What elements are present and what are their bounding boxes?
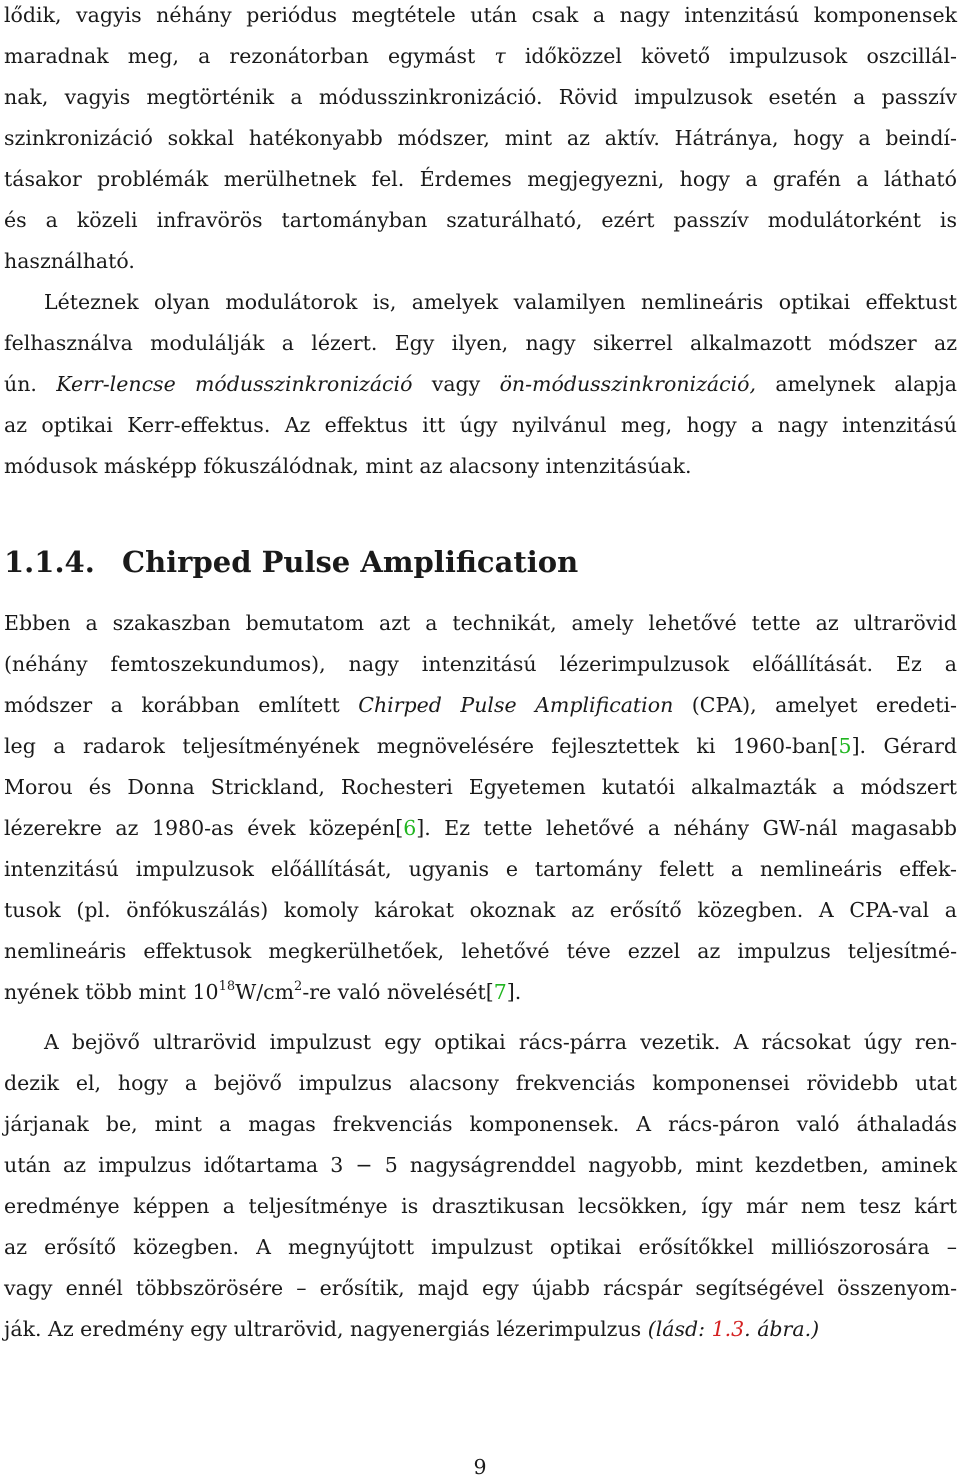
paragraph-1-line-4: szinkronizáció sokkal hatékonyabb módszer, mint az aktív. Hátránya, hogy a beindí- [4,126,957,150]
citation-link-7[interactable]: 7 [493,980,507,1004]
paragraph-1-line-7: használható. [4,249,135,273]
citation-link-6[interactable]: 6 [403,816,417,840]
section-number: 1.1.4. [4,545,95,579]
page-number: 9 [473,1455,487,1479]
p3-l6-a: lézerekre az 1980-as évek közepén[ [4,816,404,840]
p2-l3-b: vagy [431,372,481,396]
figure-ref-number: 1.3 [711,1317,745,1341]
p4-l8-a: ják. Az eredmény egy ultrarövid, nagyenergiás lézerimpulzus [4,1317,642,1341]
p4-l8-see-open: (lásd: [647,1317,706,1341]
paragraph-4-line-7: vagy ennél többszörösére – erősítik, majd egy újabb rácspár segítségével összenyom- [4,1276,957,1300]
paragraph-3-line-6 [4,813,957,843]
exponent-2: 2 [294,979,303,994]
paragraph-1-line-2-b: időközzel követő impulzusok oszcillál- [524,44,957,68]
tau-symbol: τ [494,44,506,68]
paragraph-4-line-5: eredménye képpen a teljesítménye is drasztikusan lecsökken, így már nem tesz kárt [4,1194,957,1218]
paragraph-2-line-1: Léteznek olyan modulátorok is, amelyek valamilyen nemlineáris optikai effektust [44,290,957,314]
p3-l10-a: nyének több mint 10 [4,980,219,1004]
p2-l3-a: ún. [4,372,37,396]
paragraph-4-line-6: az erősítő közegben. A megnyújtott impulzust optikai erősítőkkel milliószorosára – [4,1235,957,1259]
p3-l10-d: ]. [506,980,522,1004]
paragraph-4-line-8 [4,1314,957,1344]
p3-l3-b: (CPA), amelyet eredeti- [691,693,957,717]
paragraph-4-line-2: dezik el, hogy a bejövő impulzus alacsony frekvenciás komponensei rövidebb utat [4,1071,957,1095]
p3-l10-b: W/cm [235,980,295,1004]
paragraph-1-line-1: lődik, vagyis néhány periódus megtétele után csak a nagy intenzitású komponensek [4,3,957,27]
cpa-term: Chirped Pulse Amplification [358,693,674,717]
self-modelocking-term: ön-módusszinkronizáció, [499,372,756,396]
paragraph-1-line-6: és a közeli infravörös tartományban szaturálható, ezért passzív modulátorként is [4,208,957,232]
paragraph-3-line-8: tusok (pl. önfókuszálás) komoly károkat okoznak az erősítő közegben. A CPA-val a [4,898,957,922]
figure-ref-link[interactable] [712,1317,745,1341]
kerr-lens-term: Kerr-lencse módusszinkronizáció [56,372,413,396]
paragraph-2-line-4: az optikai Kerr-effektus. Az effektus itt úgy nyilvánul meg, hogy a nagy intenzitású [4,413,957,437]
p3-l4-b: ]. Gérard [851,734,957,758]
paragraph-3-line-2: (néhány femtoszekundumos), nagy intenzitású lézerimpulzusok előállítását. Ez a [4,652,957,676]
paragraph-2-line-2: felhasználva modulálják a lézert. Egy ilyen, nagy sikerrel alkalmazott módszer az [4,331,957,355]
paragraph-4-line-3: járjanak be, mint a magas frekvenciás komponensek. A rács-páron való áthaladás [4,1112,957,1136]
p3-l3-a: módszer a korábban említett [4,693,340,717]
paragraph-3-line-4 [4,731,957,761]
section-title: Chirped Pulse Amplification [122,545,579,579]
p4-l8-see-close: . ábra.) [744,1317,820,1341]
paragraph-3-line-1: Ebben a szakaszban bemutatom azt a technikát, amely lehetővé tette az ultrarövid [4,611,957,635]
paragraph-2-line-3 [4,369,957,399]
paragraph-1-line-5: tásakor problémák merülhetnek fel. Érdemes megjegyezni, hogy a grafén a látható [4,167,957,191]
p3-l6-b: ]. Ez tette lehetővé a néhány GW-nál magasabb [416,816,957,840]
p3-l4-a: leg a radarok teljesítményének megnövelésére fejlesztettek ki 1960-ban[ [4,734,839,758]
exponent-18: 18 [218,979,236,994]
paragraph-4-line-1: A bejövő ultrarövid impulzust egy optikai rács-párra vezetik. A rácsokat úgy ren- [44,1030,957,1054]
section-heading [4,542,578,582]
paragraph-3-line-5: Morou és Donna Strickland, Rochesteri Egyetemen kutatói alkalmazták a módszert [4,775,957,799]
paragraph-3-line-3 [4,690,957,720]
paragraph-4-line-4: után az impulzus időtartama 3 − 5 nagyságrenddel nagyobb, mint kezdetben, aminek [4,1153,957,1177]
p2-l3-c: amelynek alapja [775,372,957,396]
paragraph-2-line-5: módusok másképp fókuszálódnak, mint az alacsony intenzitásúak. [4,454,692,478]
p3-l10-c: -re való növelését[ [302,980,494,1004]
paragraph-1-line-3: nak, vagyis megtörténik a módusszinkronizáció. Rövid impulzusok esetén a passzív [4,85,957,109]
paragraph-3-line-9: nemlineáris effektusok megkerülhetőek, lehetővé téve ezzel az impulzus teljesítmé- [4,939,957,963]
paragraph-1-line-2-a: maradnak meg, a rezonátorban egymást [4,44,476,68]
paragraph-3-line-7: intenzitású impulzusok előállítását, ugyanis e tartomány felett a nemlineáris effek- [4,857,957,881]
citation-link-5[interactable]: 5 [838,734,852,758]
paragraph-3-line-10 [4,977,957,1007]
paragraph-1-line-2 [4,41,957,71]
